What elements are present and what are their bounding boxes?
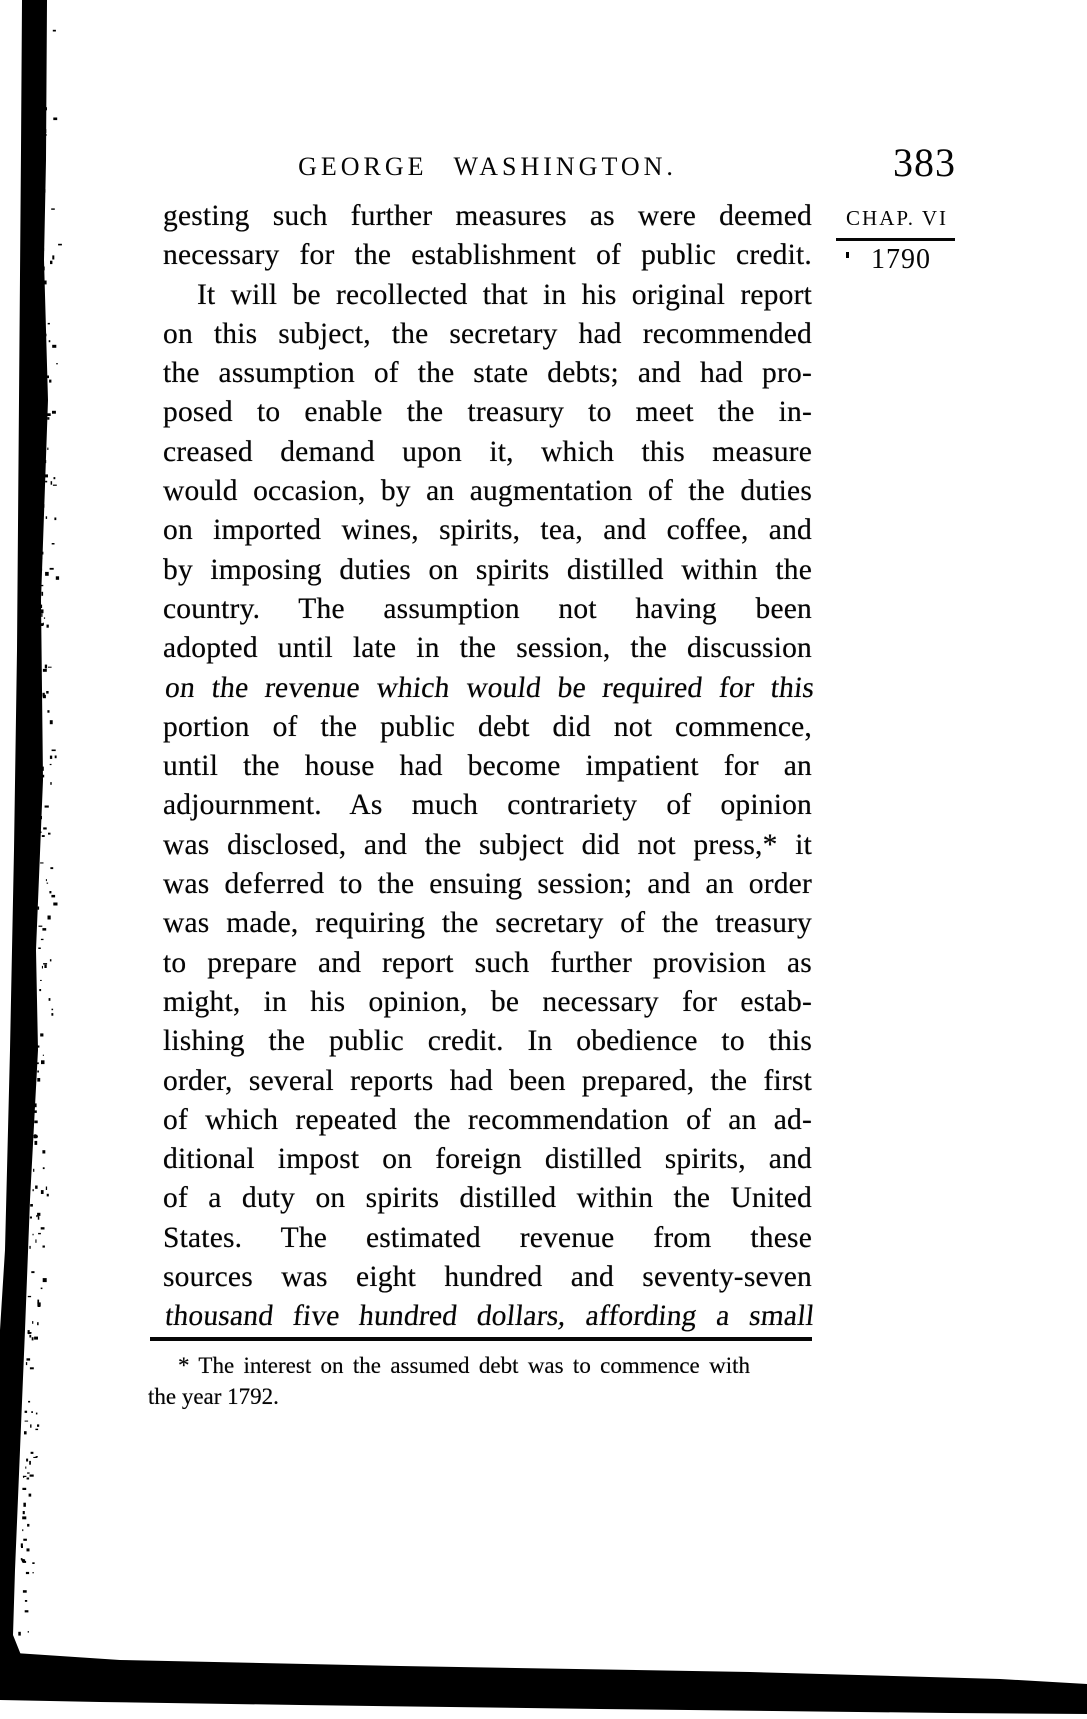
text-line: was made, requiring the secretary of the treasury bbox=[163, 907, 812, 940]
year-label: 1790 bbox=[871, 244, 931, 275]
text-line: posed to enable the treasury to meet the in- bbox=[163, 396, 812, 429]
text-line: adjournment. As much contrariety of opinion bbox=[163, 789, 812, 822]
footnote-line: * The interest on the assumed debt was to commence with bbox=[178, 1353, 750, 1378]
page-number: 383 bbox=[893, 140, 956, 185]
text-line: to prepare and report such further provision as bbox=[163, 946, 812, 979]
text-line: until the house had become impatient for an bbox=[163, 750, 812, 783]
text-line: order, several reports had been prepared, the first bbox=[163, 1064, 812, 1097]
text-line: It will be recollected that in his original report bbox=[197, 278, 812, 311]
text-line: adopted until late in the session, the discussion bbox=[163, 632, 812, 665]
footnote-line: the year 1792. bbox=[148, 1384, 279, 1409]
footnote-rule bbox=[150, 1337, 812, 1341]
text-line: thousand five hundred dollars, affording a small bbox=[163, 1300, 817, 1333]
text-line: gesting such further measures as were deemed bbox=[163, 200, 812, 232]
text-line: was disclosed, and the subject did not press,* it bbox=[163, 828, 812, 861]
running-header: GEORGE WASHINGTON. bbox=[298, 152, 677, 181]
text-line: on this subject, the secretary had recommended bbox=[163, 317, 812, 350]
text-line: country. The assumption not having been bbox=[163, 592, 812, 625]
text-line: on the revenue which would be required for this bbox=[163, 671, 817, 704]
text-line: creased demand upon it, which this measure bbox=[163, 435, 812, 468]
text-line: on imported wines, spirits, tea, and coffee, and bbox=[163, 514, 812, 547]
text-line: of a duty on spirits distilled within the United bbox=[163, 1182, 812, 1215]
text-line: would occasion, by an augmentation of the duties bbox=[163, 475, 812, 508]
body-text bbox=[163, 197, 817, 1337]
text-line: by imposing duties on spirits distilled within the bbox=[163, 553, 812, 586]
text-line: sources was eight hundred and seventy-seven bbox=[163, 1261, 812, 1294]
text-line: lishing the public credit. In obedience to this bbox=[163, 1025, 812, 1058]
text-line: ditional impost on foreign distilled spirits, and bbox=[163, 1143, 812, 1176]
text-line: of which repeated the recommendation of an ad- bbox=[163, 1103, 812, 1136]
scan-speck bbox=[846, 252, 849, 258]
footnote bbox=[148, 1350, 750, 1412]
text-line: might, in his opinion, be necessary for estab- bbox=[163, 985, 812, 1018]
scan-bottom-band bbox=[0, 1652, 1087, 1714]
text-line: necessary for the establishment of public credit. bbox=[163, 239, 812, 272]
scan-gutter-band bbox=[0, 0, 48, 1670]
chapter-rule bbox=[836, 238, 955, 241]
text-line: States. The estimated revenue from these bbox=[163, 1221, 812, 1254]
text-line: portion of the public debt did not commence, bbox=[163, 710, 812, 743]
chapter-label: CHAP. VI bbox=[846, 206, 948, 230]
text-line: was deferred to the ensuing session; and an order bbox=[163, 868, 812, 901]
text-line: the assumption of the state debts; and had pro- bbox=[163, 357, 812, 390]
